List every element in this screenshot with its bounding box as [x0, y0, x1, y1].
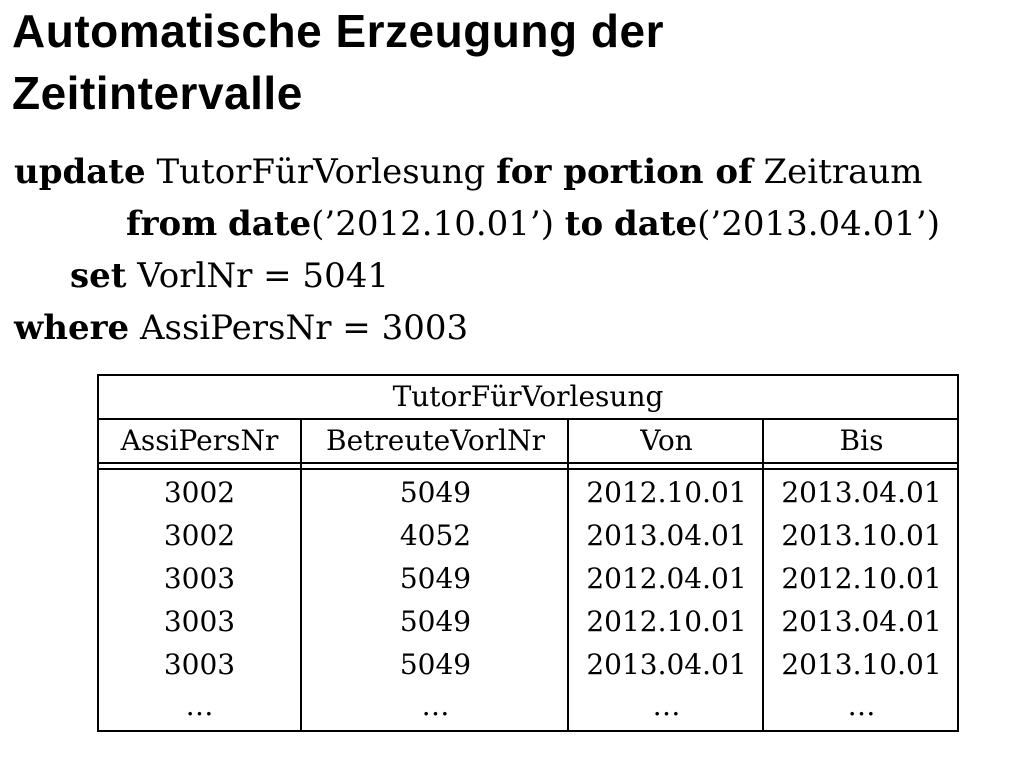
- sql-where-clause: AssiPersNr = 3003: [139, 308, 469, 348]
- sql-line-set: [70, 250, 389, 302]
- sql-keyword: set: [70, 256, 127, 296]
- table-cell: 3003: [163, 605, 236, 638]
- table-cell: 2012.04.01: [586, 562, 747, 595]
- column-header: Von: [640, 424, 693, 457]
- table-cell: 4052: [399, 519, 472, 552]
- table-caption: TutorFürVorlesung: [392, 380, 664, 413]
- ellipsis-cell: …: [421, 689, 450, 722]
- ellipsis-cell: …: [847, 689, 876, 722]
- sql-keyword: date: [228, 204, 312, 244]
- column-header: AssiPersNr: [120, 424, 279, 457]
- sql-date-from: (’2012.10.01’): [311, 204, 554, 244]
- header-divider: [97, 462, 959, 464]
- sql-keyword: to: [564, 204, 604, 244]
- table-cell: 2013.04.01: [781, 605, 942, 638]
- header-divider: [97, 468, 959, 470]
- table-cell: 2012.10.01: [586, 605, 747, 638]
- table-cell: 2012.10.01: [781, 562, 942, 595]
- sql-set-clause: VorlNr = 5041: [137, 256, 389, 296]
- slide-title-line-1: Automatische Erzeugung der: [12, 5, 664, 57]
- sql-period-name: Zeitraum: [763, 152, 923, 192]
- sql-line-where: [14, 302, 468, 354]
- table-cell: 2013.04.01: [586, 519, 747, 552]
- sql-line-from-to: [126, 198, 940, 250]
- sql-keyword: update: [14, 152, 146, 192]
- ellipsis-cell: …: [652, 689, 681, 722]
- sql-date-to: (’2013.04.01’): [697, 204, 940, 244]
- slide-title-line-2: Zeitintervalle: [12, 67, 303, 119]
- table-cell: 3002: [163, 519, 236, 552]
- table-cell: 2012.10.01: [586, 476, 747, 509]
- table-cell: 3003: [163, 648, 236, 681]
- sql-keyword: from: [126, 204, 218, 244]
- table-cell: 2013.10.01: [781, 519, 942, 552]
- ellipsis-cell: …: [185, 689, 214, 722]
- slide-title: [12, 0, 664, 124]
- table-cell: 2013.10.01: [781, 648, 942, 681]
- column-header: BetreuteVorlNr: [326, 424, 545, 457]
- table-cell: 5049: [399, 562, 472, 595]
- sql-line-update: [14, 146, 922, 198]
- tutor-table: [97, 374, 957, 730]
- sql-keyword: where: [14, 308, 130, 348]
- table-cell: 5049: [399, 605, 472, 638]
- sql-keyword: for portion of: [496, 152, 753, 192]
- table-cell: 5049: [399, 476, 472, 509]
- sql-keyword: date: [614, 204, 698, 244]
- table-cell: 3003: [163, 562, 236, 595]
- table-cell: 5049: [399, 648, 472, 681]
- table-cell: 2013.04.01: [781, 476, 942, 509]
- table-cell: 3002: [163, 476, 236, 509]
- sql-table-name: TutorFürVorlesung: [156, 152, 486, 192]
- table-cell: 2013.04.01: [586, 648, 747, 681]
- column-header: Bis: [839, 424, 884, 457]
